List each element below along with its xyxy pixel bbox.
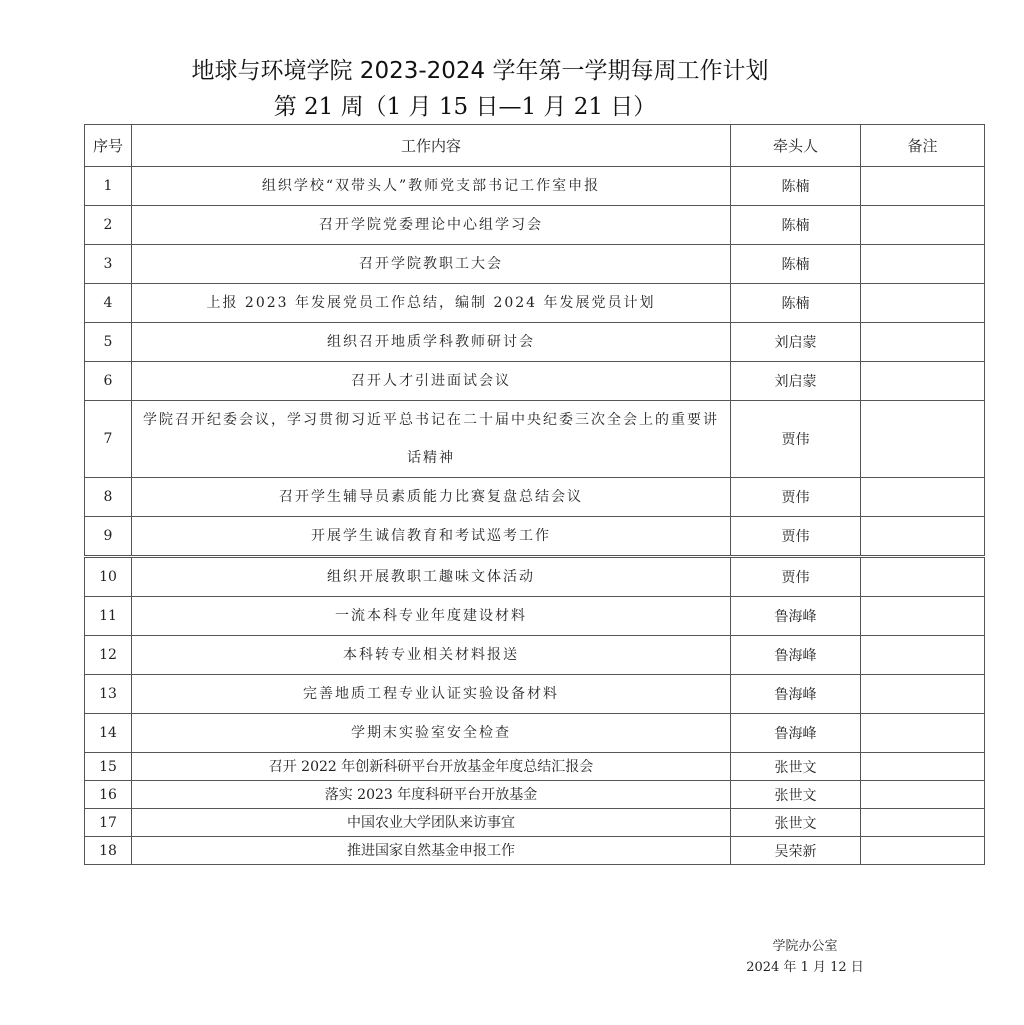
row-content: 落实 2023 年度科研平台开放基金: [132, 781, 731, 809]
row-content: 一流本科专业年度建设材料: [132, 597, 731, 636]
row-no: 6: [85, 362, 132, 401]
row-note: [861, 837, 985, 865]
row-content: 组织学校“双带头人”教师党支部书记工作室申报: [132, 167, 731, 206]
row-lead: 鲁海峰: [731, 714, 861, 753]
row-note: [861, 245, 985, 284]
row-note: [861, 323, 985, 362]
row-content: 组织召开地质学科教师研讨会: [132, 323, 731, 362]
table-row: [85, 206, 985, 245]
row-content: 学院召开纪委会议，学习贯彻习近平总书记在二十届中央纪委三次全会上的重要讲话精神: [132, 401, 731, 478]
row-lead: 张世文: [731, 781, 861, 809]
table-row: [85, 401, 985, 478]
row-no: 10: [85, 557, 132, 597]
row-no: 16: [85, 781, 132, 809]
row-note: [861, 362, 985, 401]
row-content: 上报 2023 年发展党员工作总结，编制 2024 年发展党员计划: [132, 284, 731, 323]
table-row: [85, 597, 985, 636]
row-note: [861, 167, 985, 206]
row-content: 召开人才引进面试会议: [132, 362, 731, 401]
table-row: [85, 753, 985, 781]
row-content: 学期末实验室安全检查: [132, 714, 731, 753]
row-lead: 鲁海峰: [731, 597, 861, 636]
row-lead: 刘启蒙: [731, 362, 861, 401]
page-title: 地球与环境学院 2023-2024 学年第一学期每周工作计划: [191, 58, 769, 84]
column-header-note: 备注: [861, 125, 985, 167]
row-lead: 陈楠: [731, 284, 861, 323]
row-lead: 张世文: [731, 753, 861, 781]
row-note: [861, 781, 985, 809]
table-row: [85, 809, 985, 837]
row-content: 推进国家自然基金申报工作: [132, 837, 731, 865]
row-no: 5: [85, 323, 132, 362]
table-row: [85, 557, 985, 597]
column-header-lead: 牵头人: [731, 125, 861, 167]
row-no: 7: [85, 401, 132, 478]
row-lead: 陈楠: [731, 245, 861, 284]
row-lead: 陈楠: [731, 206, 861, 245]
row-no: 9: [85, 517, 132, 557]
table-row: [85, 245, 985, 284]
table-row: [85, 781, 985, 809]
row-note: [861, 636, 985, 675]
row-note: [861, 478, 985, 517]
row-no: 3: [85, 245, 132, 284]
row-content: 本科转专业相关材料报送: [132, 636, 731, 675]
row-lead: 贾伟: [731, 401, 861, 478]
row-no: 8: [85, 478, 132, 517]
row-no: 15: [85, 753, 132, 781]
row-no: 13: [85, 675, 132, 714]
row-note: [861, 401, 985, 478]
table-row: [85, 837, 985, 865]
column-header-content: 工作内容: [132, 125, 731, 167]
row-lead: 贾伟: [731, 478, 861, 517]
table-row: [85, 323, 985, 362]
row-note: [861, 557, 985, 597]
row-no: 11: [85, 597, 132, 636]
issue-date: 2024 年 1 月 12 日: [746, 960, 864, 975]
table-row: [85, 478, 985, 517]
row-no: 14: [85, 714, 132, 753]
row-no: 12: [85, 636, 132, 675]
row-lead: 鲁海峰: [731, 636, 861, 675]
row-no: 4: [85, 284, 132, 323]
row-content: 召开 2022 年创新科研平台开放基金年度总结汇报会: [132, 753, 731, 781]
table-row: [85, 362, 985, 401]
page-subtitle: 第 21 周（1 月 15 日—1 月 21 日）: [273, 94, 657, 120]
row-lead: 张世文: [731, 809, 861, 837]
column-header-no: 序号: [85, 125, 132, 167]
issuer-office: 学院办公室: [772, 939, 838, 954]
row-note: [861, 753, 985, 781]
row-content: 完善地质工程专业认证实验设备材料: [132, 675, 731, 714]
row-lead: 吴荣新: [731, 837, 861, 865]
row-content: 召开学院教职工大会: [132, 245, 731, 284]
row-note: [861, 714, 985, 753]
row-note: [861, 517, 985, 557]
row-note: [861, 597, 985, 636]
table-row: [85, 675, 985, 714]
row-content: 召开学院党委理论中心组学习会: [132, 206, 731, 245]
row-note: [861, 675, 985, 714]
table-row: [85, 284, 985, 323]
row-lead: 陈楠: [731, 167, 861, 206]
row-no: 18: [85, 837, 132, 865]
work-plan-table: [84, 124, 985, 865]
table-row: [85, 636, 985, 675]
row-no: 1: [85, 167, 132, 206]
row-content: 召开学生辅导员素质能力比赛复盘总结会议: [132, 478, 731, 517]
table-header-row: [85, 125, 985, 167]
table-row: [85, 517, 985, 557]
row-no: 2: [85, 206, 132, 245]
table-row: [85, 714, 985, 753]
row-note: [861, 809, 985, 837]
row-note: [861, 206, 985, 245]
row-lead: 鲁海峰: [731, 675, 861, 714]
row-lead: 刘启蒙: [731, 323, 861, 362]
row-note: [861, 284, 985, 323]
table-row: [85, 167, 985, 206]
row-content: 开展学生诚信教育和考试巡考工作: [132, 517, 731, 557]
row-content: 中国农业大学团队来访事宜: [132, 809, 731, 837]
row-content: 组织开展教职工趣味文体活动: [132, 557, 731, 597]
row-lead: 贾伟: [731, 517, 861, 557]
row-lead: 贾伟: [731, 557, 861, 597]
row-no: 17: [85, 809, 132, 837]
